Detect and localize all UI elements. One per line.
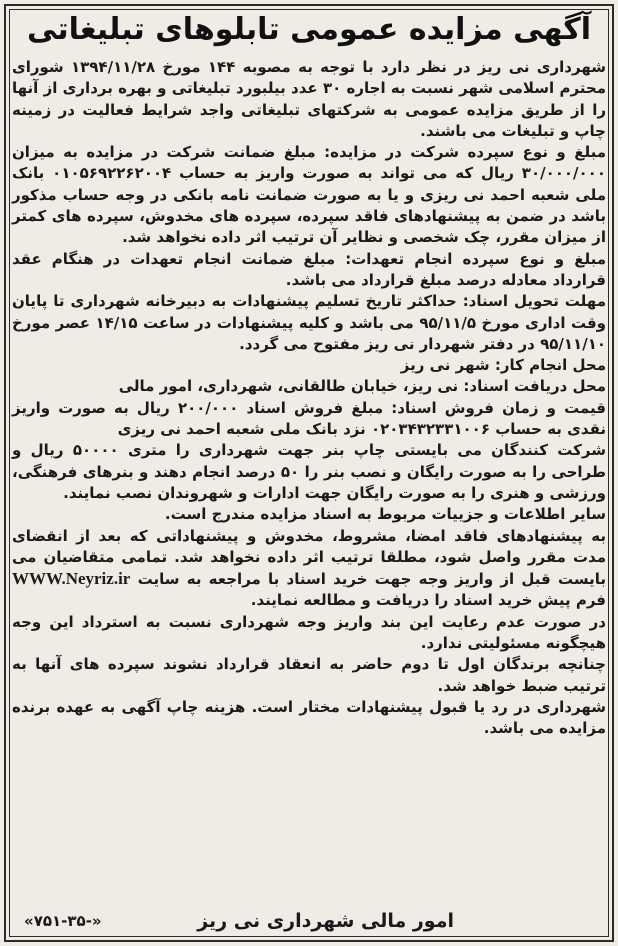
ad-paragraph [12,355,606,376]
ad-paragraph [12,504,606,525]
ad-paragraph [12,440,606,504]
paragraph-text: مبلغ ضمانت انجام تعهدات در هنگام عقد قرارداد معادله درصد مبلغ قرارداد می باشد. [12,249,606,289]
ad-code: «۷۵۱-۳۵-» [24,912,102,930]
paragraph-text-after: فرم پیش خرید اسناد را دریافت و مطالعه نمایند. [250,591,606,610]
paragraph-label: محل دریافت اسناد: [463,377,606,396]
paragraph-text: سایر اطلاعات و جزییات مربوط به اسناد مزایده مندرج است. [164,505,606,524]
ad-paragraph [12,57,606,142]
paragraph-text: شهر نی ریز [400,356,495,375]
ad-paragraph [12,142,606,248]
paragraph-label: قیمت و زمان فروش اسناد: [391,398,606,417]
paragraph-text: شرکت کنندگان می بایستی چاپ بنر جهت شهرداری را متری ۵۰۰۰۰ ریال و طراحی را به صورت رایگان و نصب بنر را ۵۰ درصد انجام دهند و بنرهای فرهنگی، ورزشی و هنری را به صورت رایگان جهت ادارات و شهروندان نصب نمایند. [12,441,606,502]
signature: امور مالی شهرداری نی ریز [197,910,454,932]
ad-body [12,57,606,740]
website-url: WWW.Neyriz.ir [12,569,131,589]
paragraph-text: نی ریز، خیابان طالقانی، شهرداری، امور مالی [118,377,464,396]
paragraph-text: شهرداری در رد یا قبول پیشنهادات مختار است. هزینه چاپ آگهی به عهده برنده مزایده می باشد. [12,697,606,738]
ad-paragraph [12,697,606,740]
ad-paragraph [12,526,606,612]
paragraph-text: مبلغ فروش اسناد ۲۰۰/۰۰۰ ریال به صورت واریز نقدی به حساب ۰۲۰۳۴۳۲۳۳۱۰۰۶ نزد بانک ملی شعبه احمد نی ریزی [12,398,606,439]
paragraph-text: چنانچه برندگان اول تا دوم حاضر به انعقاد قرارداد نشوند سپرده های آنها به ترتیب ضبط خواهد شد. [12,655,606,695]
paragraph-label: مبلغ و نوع سپرده انجام تعهدات: [345,249,606,268]
ad-paragraph [12,654,606,697]
paragraph-text: مبلغ ضمانت شرکت در مزایده به میزان ۳۰/۰۰۰/۰۰۰ ریال که می تواند به صورت واریز به حساب ۰۱۰۵۶۹۲۲۶۲۰۰۴ بانک ملی شعبه احمد نی ریزی و یا به صورت ضمانت نامه بانکی در وجه حساب مذکور باشد در ضمن به پیشنهادهای فاقد سپرده، سپرده های مخدوش، سپرده های کمتر از میزان مقرر، چک شخصی و نظایر آن ترتیب اثر داده نخواهد شد. [12,143,606,247]
ad-paragraph [12,612,606,655]
paragraph-text: به پیشنهادهای فاقد امضا، مشروط، مخدوش و پیشنهاداتی که بعد از انقضای مدت مقرر واصل شود، مطلقا ترتیب اثر داده نخواهد شد. تمامی متقاضیان می بایست قبل از واریز وجه جهت خرید اسناد با مراجعه به سایت [12,526,606,589]
ad-title: آگهی مزایده عمومی تابلوهای تبلیغاتی [26,12,592,47]
paragraph-label: مهلت تحویل اسناد: [462,292,606,311]
ad-paragraph [12,291,606,355]
paragraph-text: در صورت عدم رعایت این بند واریز وجه شهرداری نسبت به استرداد این وجه هیچگونه مسئولیتی ندارد. [12,612,606,653]
ad-paragraph [12,249,606,292]
ad-paragraph [12,398,606,441]
paragraph-label: محل انجام کار: [494,356,606,375]
paragraph-text: حداکثر تاریخ تسلیم پیشنهادات به دبیرخانه شهرداری تا پایان وقت اداری مورخ ۹۵/۱۱/۵ می باشد و کلیه پیشنهادات در ساعت ۱۴/۱۵ عصر مورخ ۹۵/۱۱/۱۰ در دفتر شهردار نی ریز مفتوح می گردد. [12,292,606,353]
paragraph-text: شهرداری نی ریز در نظر دارد با توجه به مصوبه ۱۴۴ مورخ ۱۳۹۴/۱۱/۲۸ شورای محترم اسلامی شهر نسبت به اجاره ۳۰ عدد بیلبورد تبلیغاتی و بهره برداری از آنها را از طریق مزایده عمومی به شرکتهای تبلیغاتی واجد شرایط فعالیت در زمینه چاپ و تبلیغات می باشند. [12,58,606,140]
ad-footer [14,906,604,936]
ad-paragraph [12,376,606,397]
paragraph-label: مبلغ و نوع سپرده شرکت در مزایده: [324,143,606,162]
